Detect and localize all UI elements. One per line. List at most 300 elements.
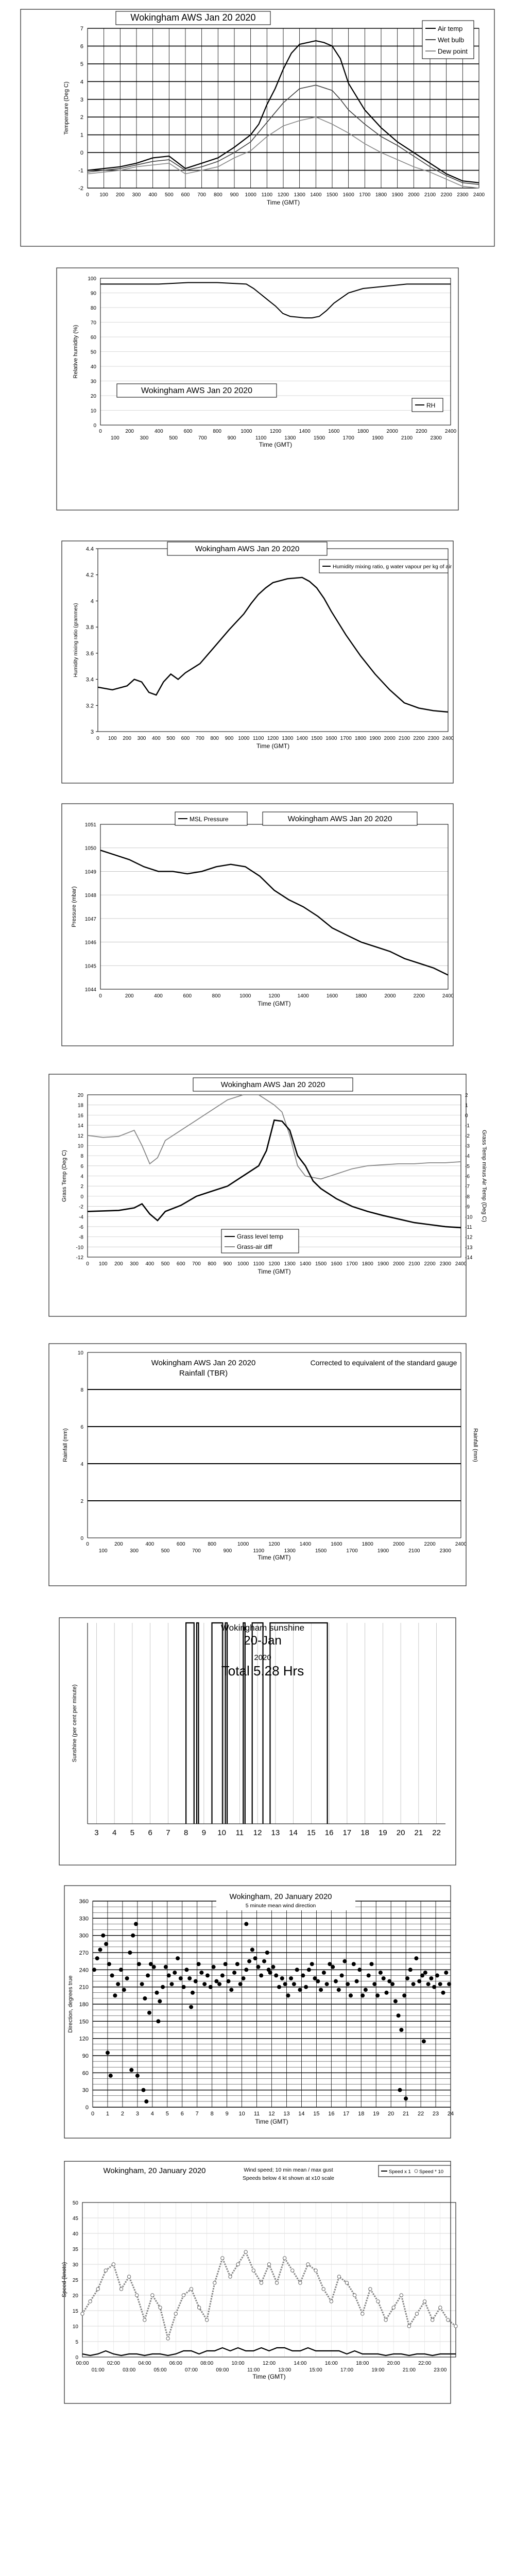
wind-direction-point: [197, 1962, 201, 1966]
wind-direction-point: [191, 1991, 195, 1995]
wind-direction-point: [426, 1982, 431, 1986]
x-tick-label: 19: [379, 1828, 387, 1837]
series-line-grass-air-diff: [88, 1095, 461, 1179]
wind-direction-point: [422, 2039, 426, 2043]
x-tick-label: 200: [114, 1541, 123, 1547]
x-tick-label: 300: [137, 736, 146, 741]
y-tick-label: 25: [72, 2278, 78, 2283]
legend-entry: Wet bulb: [438, 36, 465, 44]
wind-direction-point: [334, 1979, 338, 1984]
y-tick-label: 3: [90, 729, 94, 735]
x-tick-label: 21:00: [402, 2367, 416, 2373]
x-tick-label: 1200: [277, 192, 289, 198]
x-tick-label: 1200: [269, 429, 282, 434]
y2-tick-label: 0: [465, 1113, 468, 1119]
x-tick-label: 1900: [391, 192, 403, 198]
speed-x10-point: [267, 2263, 270, 2266]
y-tick-label: 0: [85, 2105, 89, 2111]
legend: [319, 560, 452, 573]
y-tick-label: 20: [90, 394, 96, 399]
wind-direction-point: [283, 1982, 287, 1986]
wind-direction-point: [106, 2050, 110, 2055]
x-tick-label: 03:00: [123, 2367, 136, 2373]
x-tick-label: 1100: [255, 435, 267, 441]
x-tick-label: 1600: [325, 736, 337, 741]
wind-direction-point: [370, 1962, 374, 1966]
x-axis-label: Time (GMT): [259, 441, 293, 448]
y-tick-label: -2: [79, 1204, 83, 1210]
y-tick-label: 2: [80, 114, 83, 121]
wind-direction-point: [227, 1979, 231, 1984]
chart-subtitle: 5 minute mean wind direction: [245, 1903, 316, 1909]
wind-direction-point: [411, 1982, 416, 1986]
wind-direction-point: [217, 1982, 221, 1986]
wind-direction-point: [405, 1976, 409, 1980]
x-tick-label: 08:00: [200, 2361, 214, 2366]
wind-direction-point: [176, 1956, 180, 1960]
x-tick-label: 1800: [357, 429, 369, 434]
x-tick-label: 300: [130, 1548, 139, 1554]
humidity-chart: [73, 276, 457, 448]
wind-direction-point: [399, 2028, 403, 2032]
x-tick-label: 2300: [457, 192, 469, 198]
x-tick-label: 18: [358, 2111, 365, 2117]
speed-x10-point: [182, 2294, 185, 2297]
x-tick-label: 1500: [315, 1261, 327, 1267]
wind-direction-point: [95, 1956, 99, 1960]
y-tick-label: 240: [79, 1967, 89, 1974]
x-tick-label: 2100: [401, 435, 413, 441]
wind-direction-point: [131, 1934, 135, 1938]
x-tick-label: 1200: [268, 1261, 280, 1267]
x-tick-label: 18:00: [356, 2361, 369, 2366]
x-tick-label: 1000: [237, 1541, 249, 1547]
wind-direction-point: [304, 1985, 308, 1989]
speed-x10-point: [221, 2257, 224, 2260]
wind-direction-point: [156, 2019, 160, 2023]
x-tick-label: 6: [180, 2111, 184, 2117]
y-tick-label: 3.4: [85, 676, 94, 683]
y-tick-label: 50: [72, 2200, 78, 2206]
x-tick-label: 1800: [375, 192, 387, 198]
wind-direction-point: [393, 1999, 398, 2003]
chart-title: Wokingham AWS Jan 20 2020: [220, 1080, 325, 1089]
speed-x10-point: [213, 2281, 216, 2284]
speed-x10-point: [369, 2287, 372, 2291]
x-tick-label: 14: [298, 2111, 305, 2117]
speed-x10-point: [159, 2306, 162, 2309]
x-tick-label: 200: [125, 993, 134, 999]
x-tick-label: 1900: [372, 435, 384, 441]
wind-direction-point: [158, 1999, 162, 2003]
speed-x10-point: [96, 2287, 99, 2291]
y-tick-label: 18: [77, 1103, 83, 1109]
legend: [422, 21, 474, 59]
y-axis-label: Grass Temp (Deg C): [61, 1150, 67, 1202]
x-tick-label: 1800: [362, 1261, 373, 1267]
y-tick-label: 90: [82, 2053, 89, 2059]
wind-direction-point: [316, 1979, 320, 1984]
x-tick-label: 600: [183, 429, 193, 434]
x-tick-label: 2200: [424, 1261, 436, 1267]
wind-direction-point: [313, 1976, 317, 1980]
y-tick-label: 3.8: [85, 624, 94, 631]
y-tick-label: 10: [77, 1143, 83, 1149]
wind-direction-point: [209, 1985, 213, 1989]
x-axis-label: Time (GMT): [266, 199, 300, 206]
speed-x10-point: [205, 2318, 209, 2321]
x-tick-label: 2400: [455, 1541, 467, 1547]
y-tick-label: 20: [72, 2293, 78, 2299]
legend: [379, 2165, 451, 2177]
speed-x10-point: [431, 2318, 434, 2321]
x-tick-label: 0: [86, 192, 89, 198]
x-tick-label: 1700: [346, 1548, 358, 1554]
speed-x10-point: [337, 2275, 340, 2278]
x-tick-label: 06:00: [169, 2361, 182, 2366]
x-tick-label: 400: [145, 1261, 154, 1267]
speed-x10-point: [291, 2269, 294, 2272]
legend-entry: Speed * 10: [419, 2169, 444, 2175]
x-tick-label: 400: [145, 1541, 154, 1547]
x-tick-label: 9: [225, 2111, 229, 2117]
y-tick-label: 6: [80, 43, 83, 50]
wind-direction-point: [212, 1965, 216, 1969]
speed-x10-point: [361, 2312, 364, 2315]
x-tick-label: 22: [417, 2111, 424, 2117]
y-tick-label: 6: [80, 1163, 83, 1170]
speed-x10-point: [447, 2318, 450, 2321]
x-tick-label: 1000: [238, 736, 250, 741]
speed-x10-point: [244, 2250, 247, 2253]
wind-direction-point: [164, 1965, 168, 1969]
wind-direction-point: [372, 1982, 376, 1986]
wind-speed-chart: [61, 2165, 457, 2380]
x-tick-label: 15: [307, 1828, 316, 1837]
wind-direction-point: [173, 1971, 177, 1975]
wind-direction-point: [346, 1982, 350, 1986]
x-tick-label: 500: [166, 736, 176, 741]
legend-entry: Air temp: [438, 25, 463, 32]
wind-direction-point: [98, 1947, 102, 1952]
x-tick-label: 2200: [416, 429, 427, 434]
wind-direction-point: [161, 1985, 165, 1989]
speed-x10-point: [376, 2300, 380, 2303]
x-tick-label: 09:00: [216, 2367, 229, 2373]
series-line-mixing-ratio: [98, 578, 448, 712]
wind-direction-point: [289, 1976, 293, 1980]
wind-direction-point: [155, 1991, 159, 1995]
wind-direction-point: [144, 2099, 148, 2104]
y-tick-label: 7: [80, 26, 83, 32]
x-axis-label: Time (GMT): [256, 742, 290, 750]
x-tick-label: 2200: [413, 993, 425, 999]
wind-direction-point: [432, 1985, 436, 1989]
x-tick-label: 16: [324, 1828, 334, 1837]
wind-direction-point: [364, 1988, 368, 1992]
wind-direction-point: [357, 1968, 362, 1972]
wind-direction-point: [402, 1993, 406, 1997]
x-tick-label: 1100: [253, 1548, 265, 1554]
chart-note: Speeds below 4 kt shown at x10 scale: [242, 2175, 335, 2181]
wind-direction-point: [292, 1982, 296, 1986]
x-tick-label: 3: [135, 2111, 139, 2117]
wind-direction-point: [143, 1996, 147, 2001]
x-tick-label: 1200: [267, 736, 279, 741]
y-tick-label: 3.2: [85, 703, 94, 709]
y-tick-label: 70: [90, 320, 96, 326]
x-tick-label: 16: [328, 2111, 335, 2117]
x-tick-label: 100: [110, 435, 119, 441]
x-tick-label: 900: [223, 1261, 232, 1267]
x-tick-label: 1400: [297, 993, 309, 999]
x-tick-label: 2300: [439, 1548, 451, 1554]
y2-tick-label: -13: [465, 1245, 473, 1251]
x-tick-label: 1400: [299, 1261, 312, 1267]
y-tick-label: 0: [80, 150, 83, 157]
x-tick-label: 500: [161, 1261, 170, 1267]
y-tick-label: 120: [79, 2036, 89, 2042]
plot-area: [98, 549, 448, 732]
x-tick-label: 700: [195, 736, 204, 741]
wind-direction-point: [331, 1965, 335, 1969]
speed-x10-point: [174, 2312, 177, 2315]
speed-x10-point: [81, 2312, 84, 2315]
chart-title: Wokingham AWS Jan 20 2020: [287, 815, 392, 823]
speed-x10-point: [236, 2263, 239, 2266]
y-tick-label: 14: [77, 1123, 83, 1129]
y-tick-label: 50: [90, 349, 96, 355]
x-tick-label: 24: [447, 2111, 454, 2117]
x-tick-label: 17:00: [340, 2367, 354, 2373]
y-tick-label: 90: [90, 291, 96, 297]
wind-direction-point: [194, 1979, 198, 1984]
x-tick-label: 13:00: [278, 2367, 291, 2373]
wind-direction-point: [182, 1985, 186, 1989]
chart-frame-8: [64, 1886, 451, 2138]
wind-direction-point: [189, 2005, 193, 2009]
y-tick-label: 10: [72, 2324, 78, 2330]
chart-title: Wokingham, 20 January 2020: [229, 1892, 332, 1901]
x-tick-label: 11: [253, 2111, 260, 2117]
wind-direction-point: [104, 1942, 108, 1946]
wind-direction-point: [220, 1973, 225, 1977]
x-tick-label: 2100: [408, 1548, 420, 1554]
wind-direction-point: [423, 1971, 427, 1975]
x-tick-label: 2400: [455, 1261, 467, 1267]
x-tick-label: 1800: [354, 736, 367, 741]
y-tick-label: 30: [72, 2262, 78, 2268]
x-tick-label: 900: [225, 736, 234, 741]
x-tick-label: 2000: [384, 736, 396, 741]
speed-x10-point: [353, 2294, 356, 2297]
wind-direction-point: [244, 1968, 248, 1972]
y-tick-label: 3.6: [85, 650, 94, 657]
wind-direction-point: [307, 1968, 311, 1972]
y-tick-label: 4.4: [85, 546, 94, 552]
x-tick-label: 800: [212, 993, 221, 999]
legend: [412, 398, 443, 412]
wind-direction-point: [429, 1976, 433, 1980]
mixing-ratio-chart: [73, 542, 454, 750]
y-tick-label: 40: [90, 364, 96, 370]
wind-direction-point: [420, 1973, 424, 1977]
x-tick-label: 2100: [424, 192, 436, 198]
wind-direction-point: [247, 1959, 251, 1963]
x-tick-label: 2000: [384, 993, 396, 999]
y-tick-label: 5: [80, 61, 83, 67]
x-tick-label: 1400: [310, 192, 322, 198]
x-tick-label: 12: [253, 1828, 262, 1837]
y2-tick-label: -6: [465, 1174, 470, 1180]
x-tick-label: 2200: [413, 736, 425, 741]
x-tick-label: 4: [112, 1828, 117, 1837]
y-tick-label: 16: [77, 1113, 83, 1119]
wind-direction-point: [107, 1962, 111, 1966]
y-tick-label: 150: [79, 2019, 89, 2025]
x-tick-label: 800: [208, 1261, 217, 1267]
speed-x10-point: [283, 2257, 286, 2260]
y-tick-label: 180: [79, 2002, 89, 2008]
x-tick-label: 1000: [237, 1261, 249, 1267]
sunshine-bar: [186, 1623, 194, 1824]
x-tick-label: 1500: [315, 1548, 327, 1554]
wind-direction-point: [397, 2013, 401, 2018]
x-tick-label: 1900: [377, 1548, 389, 1554]
x-tick-label: 900: [223, 1548, 232, 1554]
wind-direction-point: [235, 1962, 239, 1966]
y-tick-label: -10: [76, 1245, 83, 1251]
y-tick-label: 30: [90, 379, 96, 385]
speed-x10-point: [400, 2294, 403, 2297]
wind-direction-point: [322, 1971, 326, 1975]
y2-tick-label: 1: [465, 1103, 468, 1109]
wind-direction-point: [355, 1979, 359, 1984]
speed-x10-point: [454, 2325, 457, 2328]
wind-direction-point: [441, 1991, 445, 1995]
sunshine-bar: [212, 1623, 223, 1824]
x-tick-label: 2400: [473, 192, 485, 198]
wind-direction-point: [179, 1976, 183, 1980]
wind-direction-point: [438, 1982, 442, 1986]
y-tick-label: 1: [80, 132, 83, 139]
y-tick-label: 3: [80, 96, 83, 103]
x-tick-label: 15:00: [309, 2367, 322, 2373]
speed-x10-point: [127, 2275, 130, 2278]
x-tick-label: 100: [99, 192, 109, 198]
x-tick-label: 10: [217, 1828, 226, 1837]
legend-entry: Dew point: [438, 47, 468, 55]
y-tick-label: 4: [80, 79, 83, 86]
temperature-chart: [63, 11, 485, 206]
wind-direction-point: [137, 1962, 141, 1966]
chart-title: Wokingham AWS Jan 20 2020: [141, 386, 253, 395]
x-tick-label: 20: [396, 1828, 405, 1837]
y2-tick-label: -9: [465, 1204, 470, 1210]
y-tick-label: 0: [80, 1536, 83, 1541]
x-tick-label: 600: [181, 192, 190, 198]
series-line-rh: [100, 283, 451, 318]
wind-direction-point: [349, 1993, 353, 1997]
wind-direction-point: [122, 1988, 126, 1992]
x-tick-label: 1: [106, 2111, 110, 2117]
wind-direction-point: [385, 1991, 389, 1995]
x-tick-label: 1800: [355, 993, 367, 999]
x-tick-label: 0: [86, 1541, 89, 1547]
speed-x10-point: [439, 2306, 442, 2309]
speed-x10-point: [407, 2325, 410, 2328]
y-tick-label: 360: [79, 1899, 89, 1905]
wind-direction-point: [244, 1922, 248, 1926]
wind-direction-point: [229, 1988, 233, 1992]
x-tick-label: 1600: [342, 192, 354, 198]
legend-entry: Humidity mixing ratio, g water vapour per kg of air: [333, 564, 452, 570]
x-tick-label: 1600: [331, 1261, 342, 1267]
x-tick-label: 2: [121, 2111, 124, 2117]
y-tick-label: -12: [76, 1255, 83, 1261]
x-tick-label: 2000: [393, 1261, 405, 1267]
wind-direction-point: [142, 2088, 146, 2092]
x-tick-label: 10:00: [231, 2361, 245, 2366]
series-line-pressure: [100, 850, 448, 975]
x-axis-label: Time (GMT): [258, 1554, 291, 1561]
speed-x10-point: [260, 2281, 263, 2284]
y-axis-label: Humidity mixing ratio (grammes): [73, 603, 79, 677]
x-tick-label: 500: [164, 192, 174, 198]
x-tick-label: 300: [130, 1261, 139, 1267]
y-tick-label: 1051: [84, 822, 96, 828]
x-tick-label: 1000: [239, 993, 251, 999]
wind-direction-point: [277, 1985, 281, 1989]
y-tick-label: 10: [77, 1350, 83, 1356]
chart-title: Wokingham AWS Jan 20 2020: [151, 1359, 256, 1367]
x-tick-label: 700: [192, 1548, 201, 1554]
speed-x10-point: [306, 2263, 310, 2266]
wind-direction-point: [340, 1973, 344, 1977]
wind-direction-point: [274, 1973, 278, 1977]
x-tick-label: 400: [154, 429, 163, 434]
x-tick-label: 2400: [444, 429, 457, 434]
y2-tick-label: -7: [465, 1184, 470, 1190]
wind-direction-point: [129, 2068, 133, 2072]
chart-year: 2020: [254, 1653, 271, 1662]
chart-subtitle: Wind speed; 10 min mean / max gust: [244, 2167, 333, 2173]
wind-direction-point: [414, 1956, 418, 1960]
x-tick-label: 07:00: [184, 2367, 198, 2373]
x-tick-label: 17: [342, 1828, 352, 1837]
x-tick-label: 600: [181, 736, 190, 741]
y-tick-label: 80: [90, 306, 96, 311]
y-tick-label: 10: [90, 408, 96, 414]
x-tick-label: 2400: [442, 736, 454, 741]
x-tick-label: 0: [99, 429, 102, 434]
wind-direction-point: [116, 1982, 120, 1986]
x-tick-label: 400: [151, 736, 161, 741]
x-axis-label: Time (GMT): [258, 1000, 291, 1007]
y-tick-label: 1047: [84, 916, 96, 922]
chart-title: Wokingham AWS Jan 20 2020: [195, 545, 300, 553]
wind-direction-point: [134, 1922, 138, 1926]
y-tick-label: 1045: [84, 963, 96, 970]
y-axis-label: Temperature (Deg C): [63, 81, 70, 135]
x-tick-label: 600: [176, 1541, 185, 1547]
y-tick-label: 1044: [84, 987, 96, 993]
x-tick-label: 2100: [398, 736, 410, 741]
x-tick-label: 1900: [369, 736, 381, 741]
x-tick-label: 02:00: [107, 2361, 120, 2366]
wind-direction-point: [280, 1976, 284, 1980]
y-tick-label: 100: [88, 276, 96, 282]
